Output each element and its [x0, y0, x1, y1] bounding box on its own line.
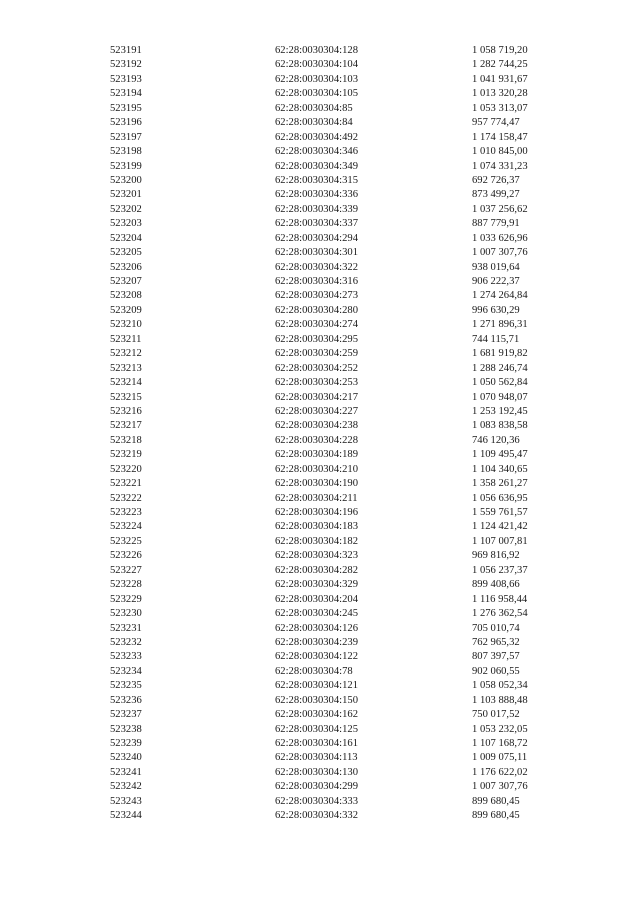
table-row: [0, 44, 640, 58]
cadastral-number: 62:28:0030304:113: [275, 752, 358, 764]
table-row: [0, 463, 640, 477]
cadastral-number: 62:28:0030304:332: [275, 810, 358, 822]
table-row: [0, 780, 640, 794]
cadastral-number: 62:28:0030304:105: [275, 88, 358, 100]
cadastral-value: 744 115,71: [472, 333, 520, 345]
cadastral-number: 62:28:0030304:339: [275, 203, 358, 215]
row-number: 523214: [110, 377, 142, 389]
cadastral-value: 957 774,47: [472, 117, 520, 129]
cadastral-value: 1 041 931,67: [472, 73, 528, 85]
cadastral-number: 62:28:0030304:274: [275, 319, 358, 331]
cadastral-value: 1 559 761,57: [472, 507, 528, 518]
row-number: 523218: [110, 434, 142, 446]
cadastral-number: 62:28:0030304:252: [275, 362, 358, 374]
cadastral-value: 692 726,37: [472, 174, 520, 186]
row-number: 523209: [110, 304, 142, 316]
cadastral-value: 1 358 261,27: [472, 478, 528, 490]
cadastral-number: 62:28:0030304:103: [275, 73, 358, 85]
cadastral-value: 1 288 246,74: [472, 362, 528, 374]
row-number: 523219: [110, 449, 142, 461]
cadastral-number: 62:28:0030304:315: [275, 174, 358, 186]
row-number: 523233: [110, 651, 142, 663]
cadastral-value: 762 965,32: [472, 636, 520, 648]
row-number: 523244: [110, 810, 142, 822]
table-row: [0, 564, 640, 578]
cadastral-value: 1 116 958,44: [472, 593, 528, 605]
row-number: 523240: [110, 752, 142, 764]
row-number: 523235: [110, 680, 142, 692]
cadastral-value: 938 019,64: [472, 261, 520, 273]
cadastral-number: 62:28:0030304:299: [275, 781, 358, 793]
table-row: [0, 304, 640, 318]
cadastral-value: 1 058 052,34: [472, 680, 528, 692]
cadastral-number: 62:28:0030304:337: [275, 218, 358, 230]
table-row: [0, 607, 640, 621]
table-row: [0, 477, 640, 491]
table-row: [0, 593, 640, 607]
row-number: 523210: [110, 319, 142, 331]
cadastral-value: 1 007 307,76: [472, 781, 528, 793]
cadastral-number: 62:28:0030304:190: [275, 478, 358, 490]
row-number: 523221: [110, 478, 142, 490]
row-number: 523200: [110, 174, 142, 186]
row-number: 523241: [110, 766, 142, 778]
cadastral-number: 62:28:0030304:333: [275, 795, 358, 807]
cadastral-number: 62:28:0030304:259: [275, 348, 358, 360]
cadastral-number: 62:28:0030304:323: [275, 550, 358, 562]
row-number: 523205: [110, 247, 142, 259]
table-row: [0, 665, 640, 679]
cadastral-value: 1 013 320,28: [472, 88, 528, 100]
row-number: 523236: [110, 694, 142, 706]
table-row: [0, 333, 640, 347]
cadastral-value: 1 282 744,25: [472, 59, 528, 71]
table-row: [0, 391, 640, 405]
row-number: 523206: [110, 261, 142, 273]
row-number: 523201: [110, 189, 142, 201]
row-number: 523192: [110, 59, 142, 71]
table-row: [0, 174, 640, 188]
table-row: [0, 419, 640, 433]
row-number: 523215: [110, 391, 142, 403]
row-number: 523229: [110, 593, 142, 605]
cadastral-value: 899 408,66: [472, 579, 520, 591]
cadastral-value: 906 222,37: [472, 276, 520, 287]
cadastral-value: 1 007 307,76: [472, 247, 528, 259]
cadastral-number: 62:28:0030304:239: [275, 636, 358, 648]
cadastral-value: 1 109 495,47: [472, 449, 528, 461]
row-number: 523230: [110, 608, 142, 620]
cadastral-value: 1 009 075,11: [472, 752, 528, 764]
row-number: 523226: [110, 550, 142, 562]
cadastral-value: 1 104 340,65: [472, 463, 528, 475]
table-row: [0, 766, 640, 780]
cadastral-value: 1 053 232,05: [472, 723, 528, 735]
cadastral-number: 62:28:0030304:104: [275, 59, 358, 71]
cadastral-number: 62:28:0030304:336: [275, 189, 358, 201]
table-row: [0, 347, 640, 361]
row-number: 523197: [110, 131, 142, 143]
cadastral-value: 1 050 562,84: [472, 377, 528, 389]
cadastral-number: 62:28:0030304:294: [275, 232, 358, 244]
row-number: 523213: [110, 362, 142, 374]
row-number: 523223: [110, 507, 142, 518]
table-row: [0, 549, 640, 563]
table-row: [0, 650, 640, 664]
cadastral-number: 62:28:0030304:253: [275, 377, 358, 389]
table-row: [0, 145, 640, 159]
cadastral-value: 1 276 362,54: [472, 608, 528, 620]
table-row: [0, 289, 640, 303]
row-number: 523198: [110, 146, 142, 158]
cadastral-value: 1 103 888,48: [472, 694, 528, 706]
cadastral-number: 62:28:0030304:238: [275, 420, 358, 432]
row-number: 523224: [110, 521, 142, 533]
cadastral-value: 1 083 838,58: [472, 420, 528, 432]
row-number: 523234: [110, 665, 142, 677]
row-number: 523203: [110, 218, 142, 230]
table-row: [0, 679, 640, 693]
cadastral-number: 62:28:0030304:245: [275, 608, 358, 620]
table-row: [0, 217, 640, 231]
row-number: 523225: [110, 535, 142, 547]
cadastral-value: 902 060,55: [472, 665, 520, 677]
cadastral-number: 62:28:0030304:322: [275, 261, 358, 273]
row-number: 523239: [110, 738, 142, 749]
row-number: 523232: [110, 636, 142, 648]
row-number: 523195: [110, 102, 142, 114]
table-row: [0, 58, 640, 72]
cadastral-number: 62:28:0030304:162: [275, 709, 358, 721]
cadastral-value: 1 253 192,45: [472, 405, 528, 417]
table-row: [0, 87, 640, 101]
row-number: 523202: [110, 203, 142, 215]
table-row: [0, 636, 640, 650]
cadastral-number: 62:28:0030304:273: [275, 290, 358, 302]
table-row: [0, 131, 640, 145]
cadastral-number: 62:28:0030304:210: [275, 463, 358, 475]
table-row: [0, 694, 640, 708]
row-number: 523196: [110, 117, 142, 129]
row-number: 523211: [110, 333, 142, 345]
cadastral-number: 62:28:0030304:196: [275, 507, 358, 518]
table-row: [0, 708, 640, 722]
cadastral-value: 1 056 636,95: [472, 492, 528, 504]
cadastral-number: 62:28:0030304:282: [275, 564, 358, 576]
table-row: [0, 492, 640, 506]
cadastral-value: 1 107 168,72: [472, 738, 528, 749]
cadastral-number: 62:28:0030304:183: [275, 521, 358, 533]
row-number: 523194: [110, 88, 142, 100]
table-row: [0, 622, 640, 636]
cadastral-number: 62:28:0030304:492: [275, 131, 358, 143]
row-number: 523237: [110, 709, 142, 721]
table-row: [0, 376, 640, 390]
cadastral-value: 1 053 313,07: [472, 102, 528, 114]
cadastral-value: 1 274 264,84: [472, 290, 528, 302]
cadastral-number: 62:28:0030304:227: [275, 405, 358, 417]
cadastral-number: 62:28:0030304:182: [275, 535, 358, 547]
table-row: [0, 737, 640, 751]
cadastral-number: 62:28:0030304:78: [275, 665, 353, 677]
cadastral-value: 1 107 007,81: [472, 535, 528, 547]
cadastral-value: 1 176 622,02: [472, 766, 528, 778]
cadastral-number: 62:28:0030304:189: [275, 449, 358, 461]
table-row: [0, 246, 640, 260]
row-number: 523204: [110, 232, 142, 244]
table-row: [0, 318, 640, 332]
cadastral-number: 62:28:0030304:349: [275, 160, 358, 172]
table-row: [0, 73, 640, 87]
cadastral-number: 62:28:0030304:316: [275, 276, 358, 287]
table-row: [0, 751, 640, 765]
row-number: 523193: [110, 73, 142, 85]
cadastral-value: 1 070 948,07: [472, 391, 528, 403]
cadastral-number: 62:28:0030304:217: [275, 391, 358, 403]
row-number: 523243: [110, 795, 142, 807]
cadastral-number: 62:28:0030304:295: [275, 333, 358, 345]
table-row: [0, 160, 640, 174]
cadastral-value: 873 499,27: [472, 189, 520, 201]
table-row: [0, 102, 640, 116]
cadastral-value: 1 124 421,42: [472, 521, 528, 533]
cadastral-value: 1 056 237,37: [472, 564, 528, 576]
cadastral-value: 1 010 845,00: [472, 146, 528, 158]
cadastral-number: 62:28:0030304:346: [275, 146, 358, 158]
cadastral-value: 1 058 719,20: [472, 45, 528, 56]
table-row: [0, 203, 640, 217]
row-number: 523222: [110, 492, 142, 504]
cadastral-number: 62:28:0030304:121: [275, 680, 358, 692]
cadastral-number: 62:28:0030304:280: [275, 304, 358, 316]
table-row: [0, 723, 640, 737]
row-number: 523220: [110, 463, 142, 475]
row-number: 523228: [110, 579, 142, 591]
cadastral-value: 899 680,45: [472, 795, 520, 807]
cadastral-number: 62:28:0030304:130: [275, 766, 358, 778]
cadastral-number: 62:28:0030304:125: [275, 723, 358, 735]
cadastral-number: 62:28:0030304:204: [275, 593, 358, 605]
row-number: 523216: [110, 405, 142, 417]
cadastral-number: 62:28:0030304:301: [275, 247, 358, 259]
row-number: 523207: [110, 276, 142, 287]
cadastral-value: 969 816,92: [472, 550, 520, 562]
cadastral-number: 62:28:0030304:85: [275, 102, 353, 114]
cadastral-number: 62:28:0030304:122: [275, 651, 358, 663]
cadastral-value: 1 174 158,47: [472, 131, 528, 143]
cadastral-value: 899 680,45: [472, 810, 520, 822]
table-row: [0, 520, 640, 534]
table-row: [0, 275, 640, 289]
row-number: 523212: [110, 348, 142, 360]
row-number: 523242: [110, 781, 142, 793]
cadastral-value: 1 271 896,31: [472, 319, 528, 331]
row-number: 523191: [110, 45, 142, 56]
table-row: [0, 232, 640, 246]
cadastral-value: 705 010,74: [472, 622, 520, 634]
cadastral-value: 1 033 626,96: [472, 232, 528, 244]
cadastral-value: 1 037 256,62: [472, 203, 528, 215]
table-row: [0, 188, 640, 202]
cadastral-number: 62:28:0030304:211: [275, 492, 358, 504]
table-row: [0, 362, 640, 376]
cadastral-value: 996 630,29: [472, 304, 520, 316]
table-row: [0, 261, 640, 275]
row-number: 523238: [110, 723, 142, 735]
table-row: [0, 434, 640, 448]
cadastral-value: 887 779,91: [472, 218, 520, 230]
cadastral-value: 1 074 331,23: [472, 160, 528, 172]
row-number: 523227: [110, 564, 142, 576]
table-row: [0, 795, 640, 809]
cadastral-value: 807 397,57: [472, 651, 520, 663]
cadastral-number: 62:28:0030304:84: [275, 117, 353, 129]
table-row: [0, 116, 640, 130]
cadastral-value: 750 017,52: [472, 709, 520, 721]
row-number: 523199: [110, 160, 142, 172]
cadastral-number: 62:28:0030304:228: [275, 434, 358, 446]
cadastral-number: 62:28:0030304:150: [275, 694, 358, 706]
cadastral-value: 746 120,36: [472, 434, 520, 446]
table-row: [0, 405, 640, 419]
row-number: 523208: [110, 290, 142, 302]
row-number: 523217: [110, 420, 142, 432]
table-row: [0, 448, 640, 462]
cadastral-number: 62:28:0030304:161: [275, 738, 358, 749]
table-row: [0, 809, 640, 823]
table-row: [0, 535, 640, 549]
cadastral-number: 62:28:0030304:126: [275, 622, 358, 634]
cadastral-number: 62:28:0030304:329: [275, 579, 358, 591]
table-row: [0, 506, 640, 520]
table-row: [0, 578, 640, 592]
cadastral-number: 62:28:0030304:128: [275, 45, 358, 56]
cadastral-table: [0, 44, 640, 824]
cadastral-value: 1 681 919,82: [472, 348, 528, 360]
row-number: 523231: [110, 622, 142, 634]
